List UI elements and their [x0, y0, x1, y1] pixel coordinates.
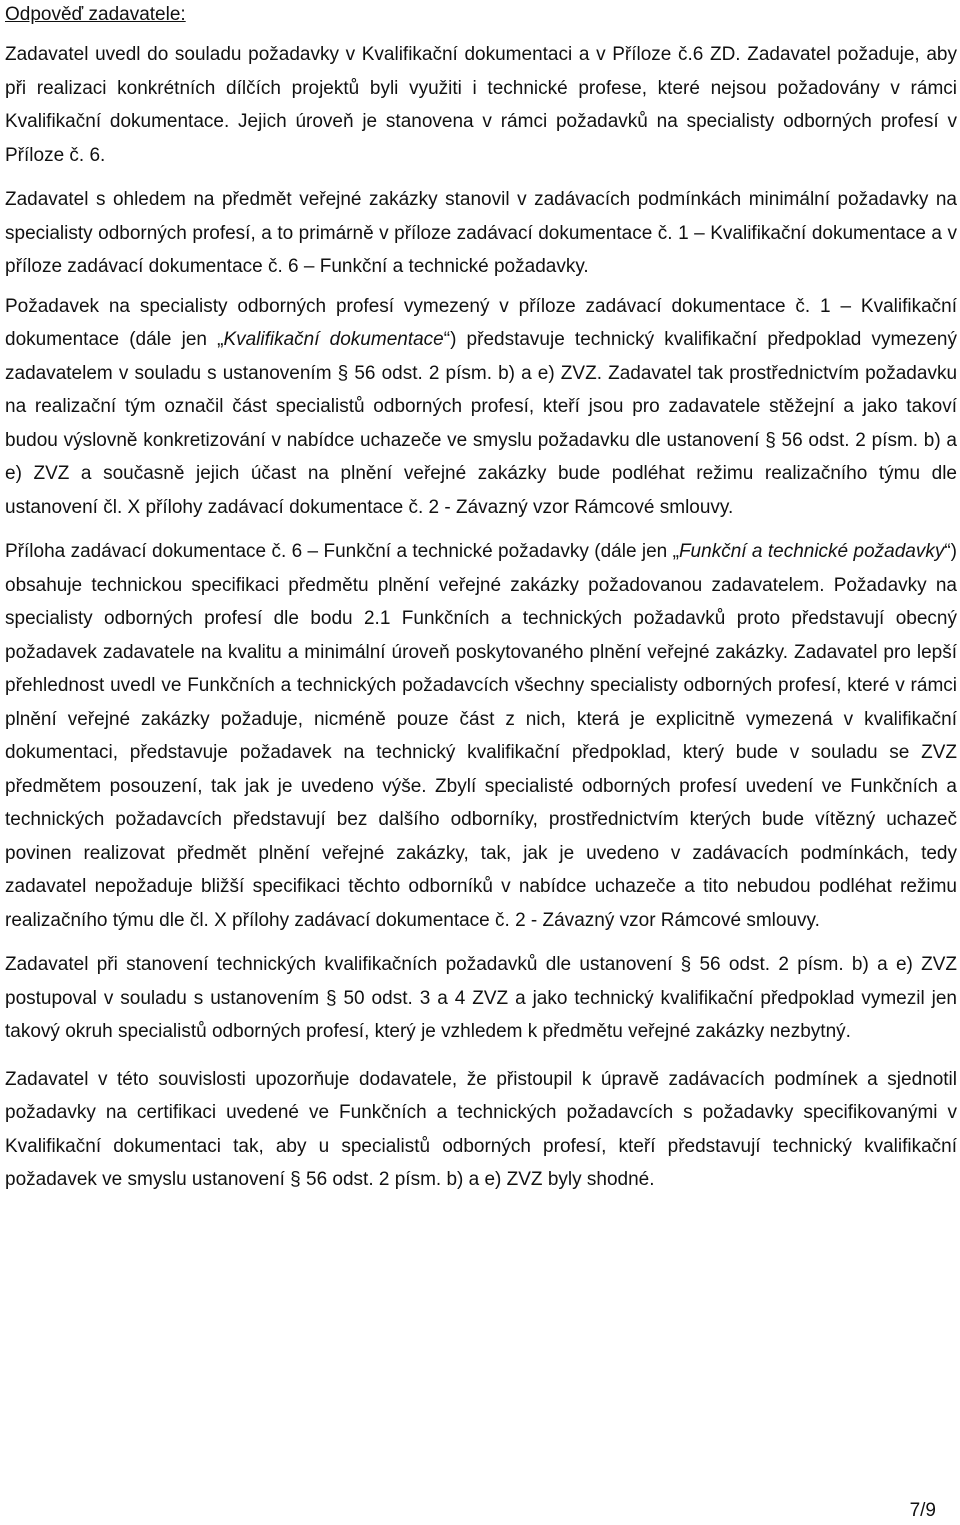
- paragraph-4-emphasis: Funkční a technické požadavky: [678, 541, 945, 562]
- paragraph-1: Zadavatel uvedl do souladu požadavky v Kvalifikační dokumentaci a v Příloze č.6 ZD. Zadavatel požaduje, aby při realizaci konkrétních dílčích projektů byli využiti i technické profese, které nejsou požadovány v rámci Kvalifikační dokumentace. Jejich úroveň je stanovena v rámci požadavků na specialisty odborných profesí v Příloze č. 6.: [5, 44, 957, 166]
- paragraph-4-text-before: Příloha zadávací dokumentace č. 6 – Funkční a technické požadavky (dále jen „: [5, 541, 679, 562]
- paragraph-3-text-before: Požadavek na specialisty odborných profesí vymezený v příloze zadávací dokumentace č. 1 – Kvalifikační dokumentace (dále jen „: [5, 295, 957, 350]
- paragraph-3-text-after: “) představuje technický kvalifikační předpoklad vymezený zadavatelem v souladu s ustanovením § 56 odst. 2 písm. b) a e) ZVZ.: [5, 329, 957, 384]
- spacer: [5, 1049, 957, 1063]
- answer-heading: Odpověď zadavatele:: [5, 4, 186, 25]
- paragraph-3: [5, 290, 957, 525]
- paragraph-5: Zadavatel při stanovení technických kvalifikačních požadavků dle ustanovení § 56 odst. 2 písm. b) a e) ZVZ postupoval v souladu s ustanovením § 50 odst. 3 a 4 ZVZ a jako technický kvalifikační předpoklad vymezil jen takový okruh specialistů odborných profesí, který je vzhledem k předmětu veřejné zakázky nezbytný.: [5, 954, 957, 1042]
- spacer: [5, 172, 957, 183]
- paragraph-3-emphasis: Kvalifikační dokumentace: [223, 329, 444, 350]
- paragraph-2: Zadavatel s ohledem na předmět veřejné zakázky stanovil v zadávacích podmínkách minimální požadavky na specialisty odborných profesí, a to primárně v příloze zadávací dokumentace č. 1 – Kvalifikační dokumentace a v příloze zadávací dokumentace č. 6 – Funkční a technické požadavky.: [5, 189, 957, 277]
- paragraph-4-continuation: Zadavatel pro lepší přehlednost uvedl ve Funkčních a technických požadavcích všechny specialisty odborných profesí, které v rámci plnění veřejné zakázky požaduje, nicméně pouze část z nich, která je explicitně vymezená v kvalifikační dokumentaci, představuje požadavek na technický kvalifikační předpoklad, který bude v souladu se ZVZ předmětem posouzení, tak jak je uvedeno výše. Zbylí specialisté odborných profesí uvedení ve Funkčních a technických požadavcích představují bez dalšího odborníky, prostřednictvím kterých bude vítězný uchazeč povinen realizovat předmět plnění veřejné zakázky, tak, jak je uvedeno v zadávacích podmínkách, tedy zadavatel nepožaduje bližší specifikaci těchto odborníků v nabídce uchazeče a tito nebudou podléhat režimu realizačního týmu dle čl. X přílohy zadávací dokumentace č. 2 - Závazný vzor Rámcové smlouvy.: [5, 641, 957, 931]
- document-page: [5, 0, 957, 1197]
- paragraph-6: Zadavatel v této souvislosti upozorňuje dodavatele, že přistoupil k úpravě zadávacích podmínek a sjednotil požadavky na certifikaci uvedené ve Funkčních a technických požadavcích s požadavky specifikovanými v Kvalifikační dokumentaci tak, aby u specialistů odborných profesí, kteří představují technický kvalifikační požadavek ve smyslu ustanovení § 56 odst. 2 písm. b) a e) ZVZ byly shodné.: [5, 1068, 957, 1190]
- paragraph-4: [5, 535, 957, 937]
- spacer: [5, 524, 957, 535]
- paragraph-4-text-after: “) obsahuje technickou specifikaci předmětu plnění veřejné zakázky požadovanou zadavatelem. Požadavky na specialisty odborných profesí dle bodu 2.1 Funkčních a technických požadavků proto představují obecný požadavek zadavatele na kvalitu a minimální úroveň poskytovaného plnění veřejné zakázky.: [5, 541, 957, 663]
- paragraph-3-continuation: Zadavatel tak prostřednictvím požadavku na realizační tým označil část specialistů odborných profesí, kteří jsou pro zadavatele stěžejní a jako takoví budou výslovně konkretizování v nabídce uchazeče ve smyslu požadavku dle ustanovení § 56 odst. 2 písm. b) a e) ZVZ a současně jejich účast na plnění veřejné zakázky bude podléhat režimu realizačního týmu dle ustanovení čl. X přílohy zadávací dokumentace č. 2 - Závazný vzor Rámcové smlouvy.: [5, 362, 958, 518]
- spacer: [5, 937, 957, 948]
- page-number: 7/9: [909, 1500, 936, 1521]
